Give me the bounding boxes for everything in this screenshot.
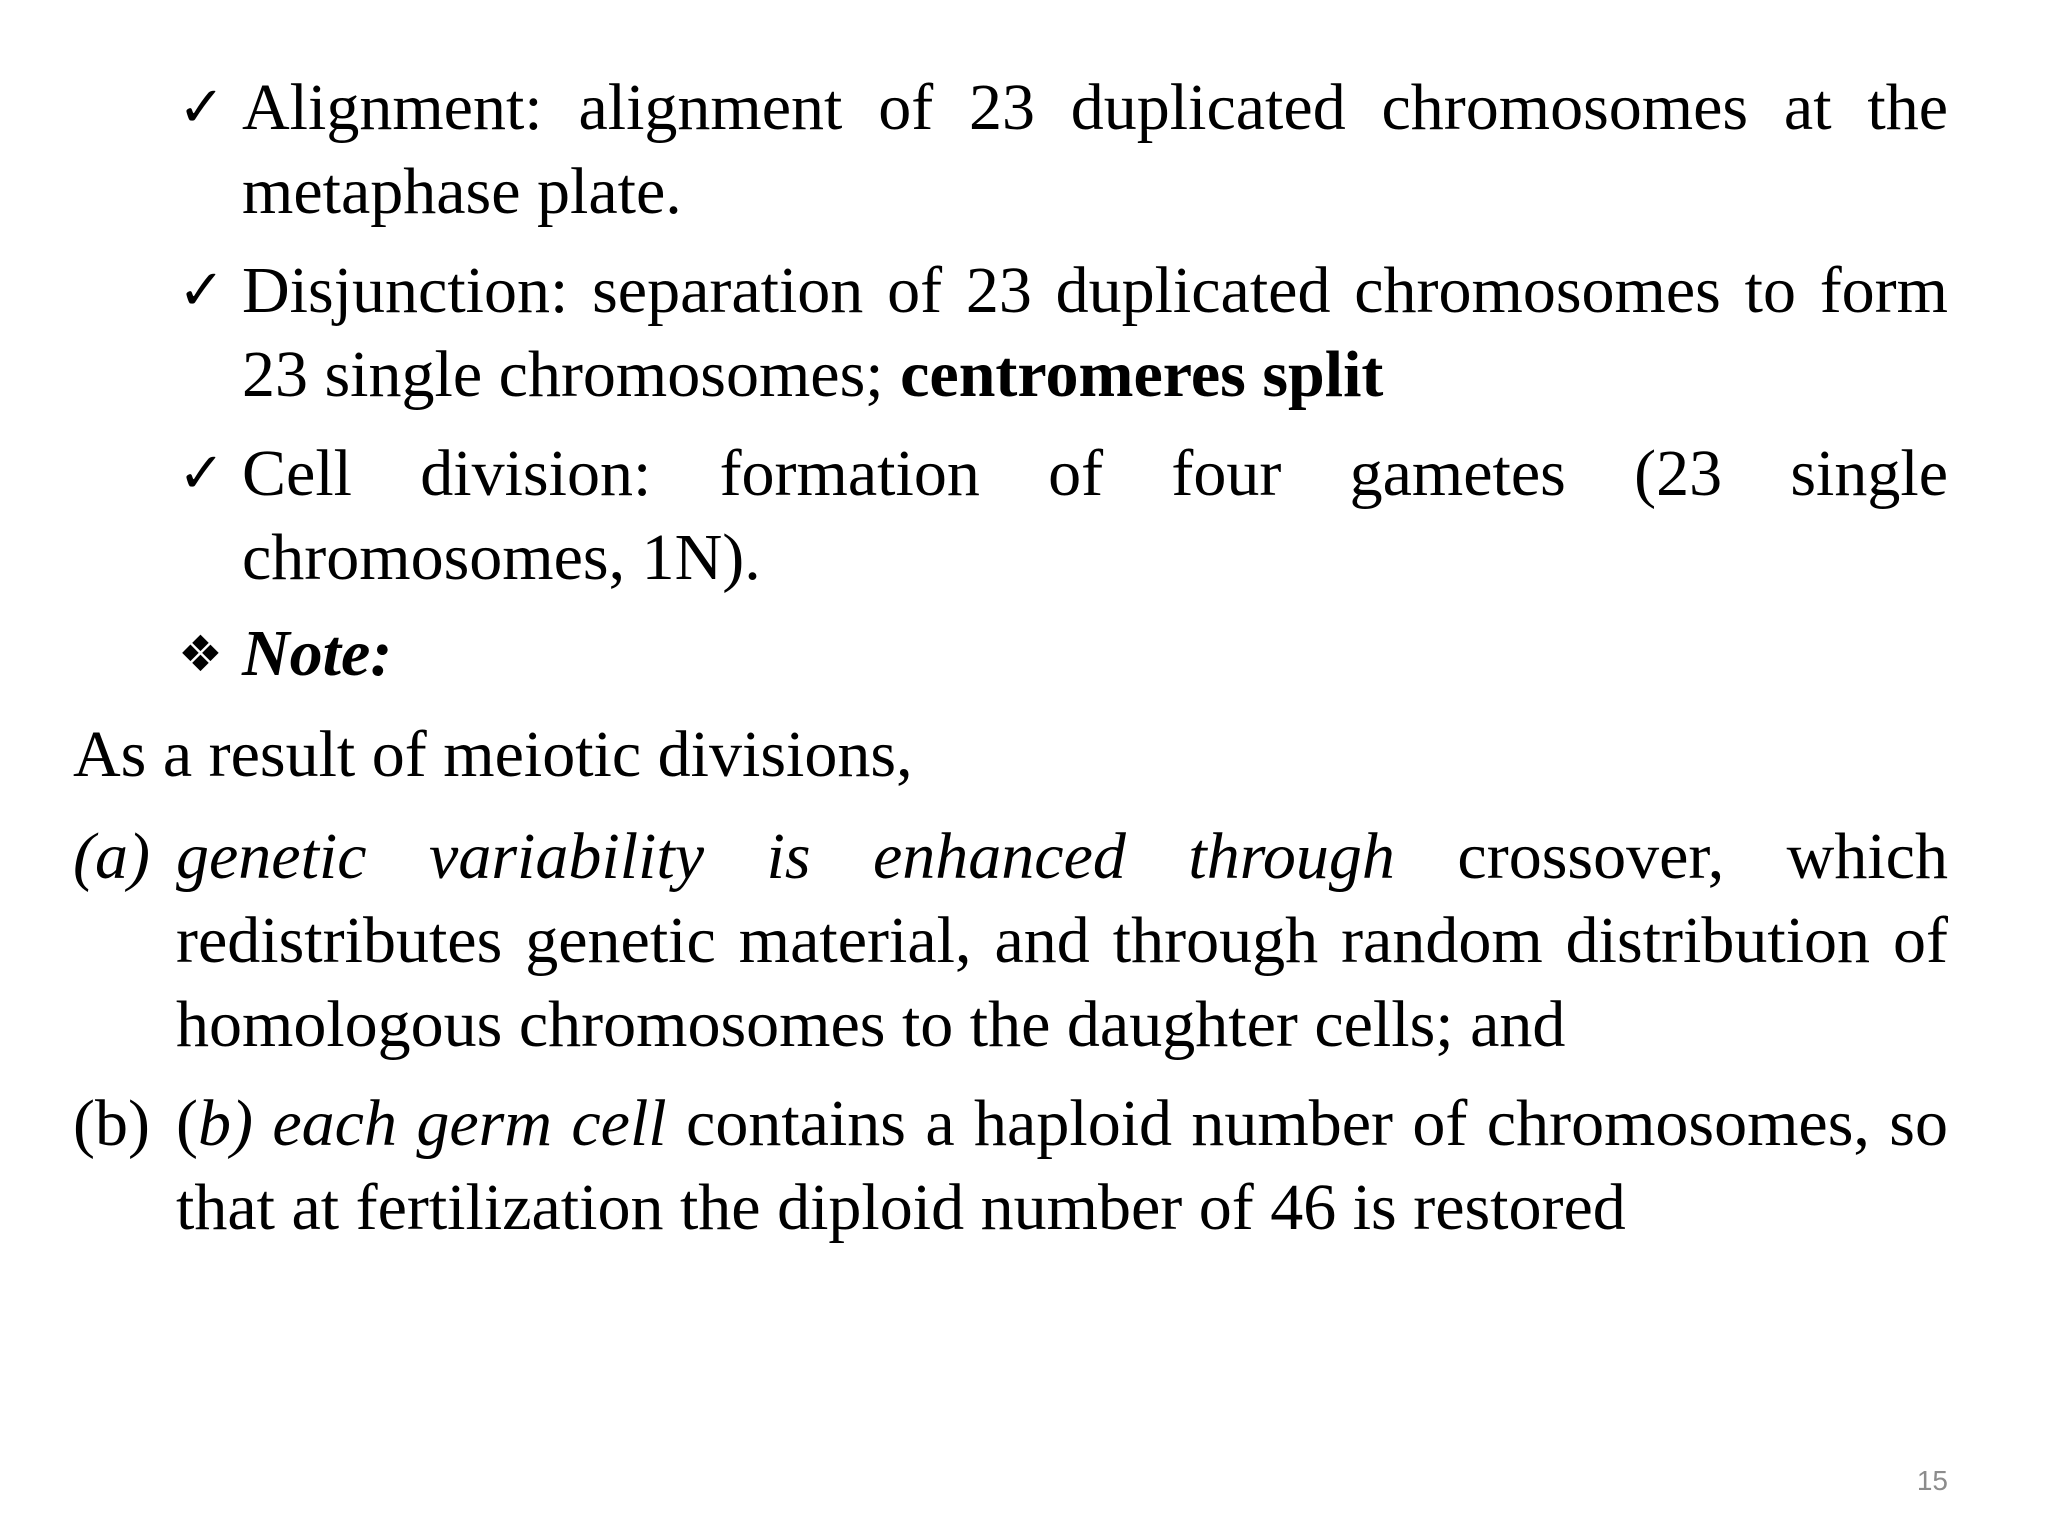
item-letter: (b) (73, 1087, 150, 1160)
bullet-text: Cell division: formation of four gametes (23 single chromosomes, 1N). (242, 437, 1948, 594)
note-heading (178, 612, 778, 696)
item-text-italic: genetic variability is enhanced through (176, 820, 1395, 893)
diamond-bullet-icon: ❖ (178, 625, 223, 683)
checkmark-icon: ✓ (178, 75, 225, 140)
item-a (73, 815, 1948, 1067)
item-text (176, 815, 1948, 1067)
page-number: 15 (1916, 1465, 1948, 1496)
item-letter: (a) (73, 820, 150, 893)
bullet-cell-division (178, 432, 1948, 600)
bullet-alignment (178, 66, 1948, 234)
bullet-text (242, 249, 1948, 417)
checkmark-icon: ✓ (178, 441, 225, 506)
item-b (73, 1082, 1948, 1250)
item-text-rest: contains a haploid number of chromosomes, so that at fertilization the diploid number of 46 is restored (176, 1087, 1948, 1244)
bullet-text-plain: Disjunction: separation of 23 duplicated chromosomes to form 23 single chromosomes; (242, 254, 1948, 411)
bullet-text-bold: centromeres split (900, 338, 1384, 411)
item-text (176, 1082, 1948, 1250)
intro-text: As a result of meiotic divisions, (73, 718, 913, 791)
item-text-rest: crossover, which redistributes genetic material, and through random distribution of homologous chromosomes to the daughter cells; and (176, 820, 1948, 1061)
item-text-open-paren: ( (176, 1087, 198, 1160)
item-text-italic: b) each germ cell (197, 1087, 667, 1160)
checkmark-icon: ✓ (178, 258, 225, 323)
bullet-text: Alignment: alignment of 23 duplicated chromosomes at the metaphase plate. (242, 71, 1948, 228)
note-label: Note: (242, 617, 393, 690)
bullet-disjunction (178, 249, 1948, 417)
